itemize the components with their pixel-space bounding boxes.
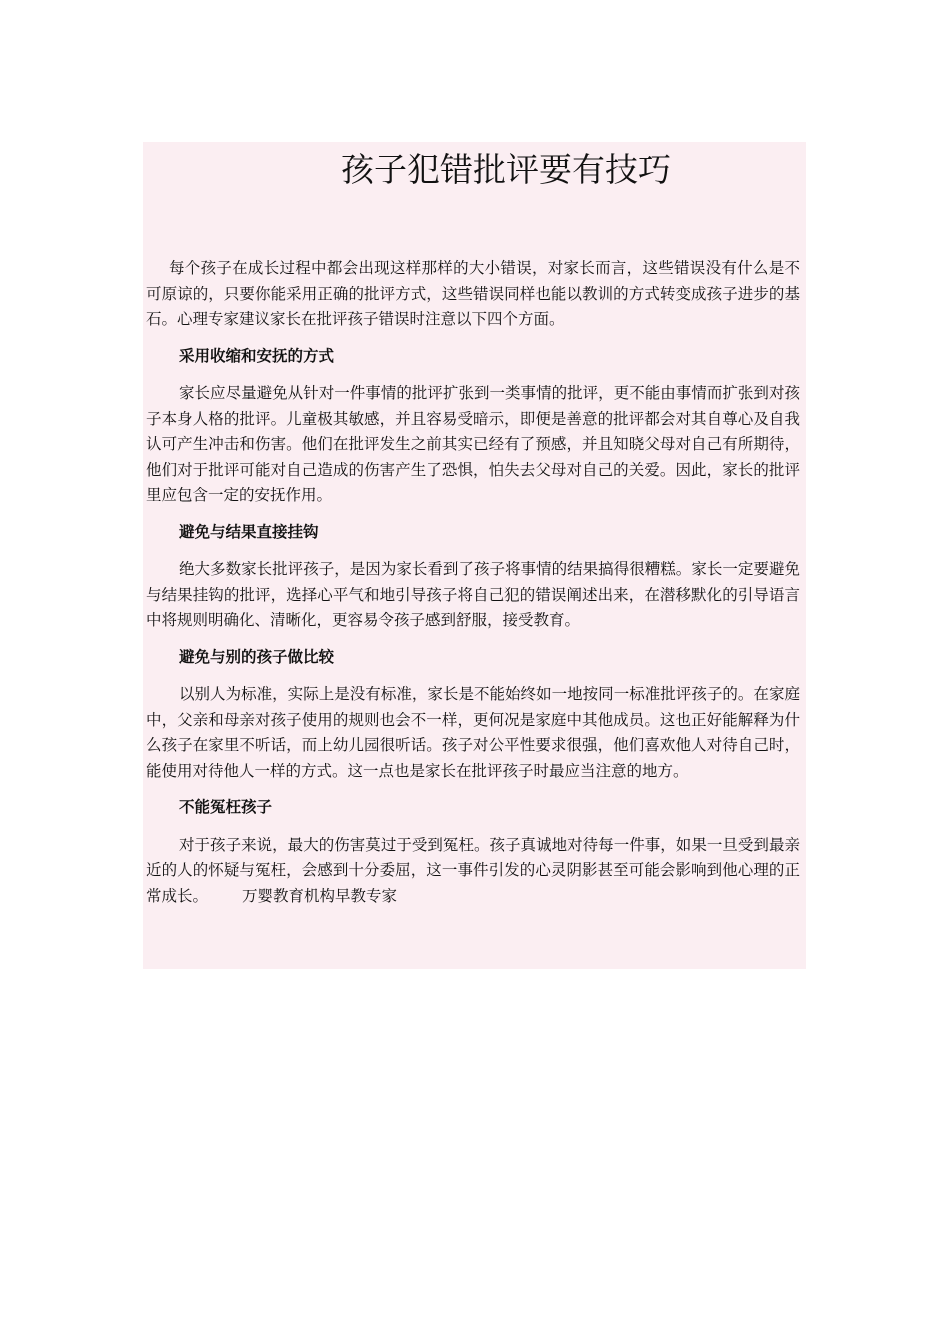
page-title: 孩子犯错批评要有技巧 <box>341 150 671 189</box>
section-body-2: 绝大多数家长批评孩子，是因为家长看到了孩子将事情的结果搞得很糟糕。家长一定要避免与结果挂钩的批评，选择心平气和地引导孩子将自己犯的错误阐述出来，在潜移默化的引导语言中将规则明确化、清晰化，更容易令孩子感到舒服，接受教育。 <box>146 560 800 629</box>
author-signature: 万婴教育机构早教专家 <box>242 886 398 905</box>
document-panel <box>143 142 806 969</box>
section-body-4 <box>146 833 800 910</box>
section-heading-2: 避免与结果直接挂钩 <box>179 522 319 541</box>
section-heading-1: 采用收缩和安抚的方式 <box>179 346 335 365</box>
section-heading-3: 避免与别的孩子做比较 <box>179 647 335 666</box>
section-body-3: 以别人为标准，实际上是没有标准，家长是不能始终如一地按同一标准批评孩子的。在家庭中，父亲和母亲对孩子使用的规则也会不一样，更何况是家庭中其他成员。这也正好能解释为什么孩子在家里不听话，而上幼儿园很听话。孩子对公平性要求很强，他们喜欢他人对待自己时，能使用对待他人一样的方式。这一点也是家长在批评孩子时最应当注意的地方。 <box>146 685 800 780</box>
section-body-1: 家长应尽量避免从针对一件事情的批评扩张到一类事情的批评，更不能由事情而扩张到对孩子本身人格的批评。儿童极其敏感，并且容易受暗示，即便是善意的批评都会对其自尊心及自我认可产生冲击和伤害。他们在批评发生之前其实已经有了预感，并且知晓父母对自己有所期待，他们对于批评可能对自己造成的伤害产生了恐惧，怕失去父母对自己的关爱。因此，家长的批评里应包含一定的安抚作用。 <box>146 384 800 504</box>
section-heading-4: 不能冤枉孩子 <box>179 798 273 816</box>
intro-paragraph: 每个孩子在成长过程中都会出现这样那样的大小错误，对家长而言，这些错误没有什么是不可原谅的，只要你能采用正确的批评方式，这些错误同样也能以教训的方式转变成孩子进步的基石。心理专家建议家长在批评孩子错误时注意以下四个方面。 <box>146 259 800 328</box>
section-body-4-text: 对于孩子来说，最大的伤害莫过于受到冤枉。孩子真诚地对待每一件事，如果一旦受到最亲近的人的怀疑与冤枉，会感到十分委屈，这一事件引发的心灵阴影甚至可能会影响到他心理的正常成长。 <box>146 835 800 905</box>
